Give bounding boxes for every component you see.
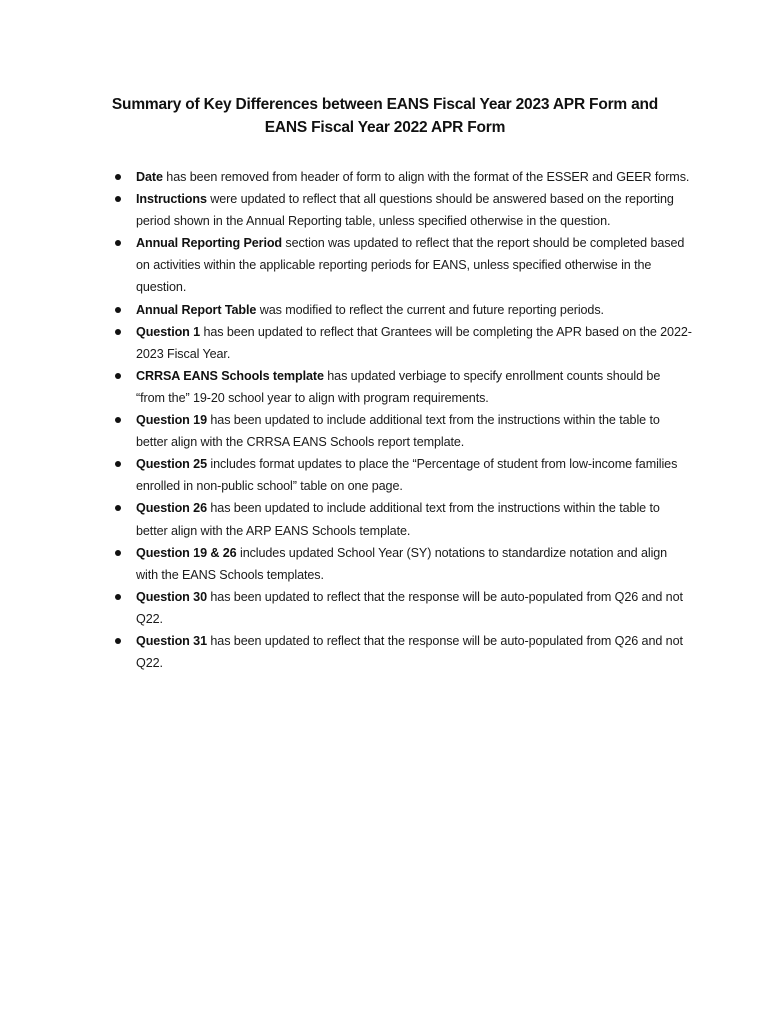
list-item bbox=[112, 453, 692, 497]
item-text: includes format updates to place the “Percentage of student from low-income families enrolled in non-public school” table on one page. bbox=[136, 457, 678, 494]
item-lead: Question 30 bbox=[136, 589, 207, 604]
item-text: has been updated to include additional text from the instructions within the table to better align with the ARP EANS Schools template. bbox=[136, 501, 660, 538]
title-line-1: Summary of Key Differences between EANS Fiscal Year 2023 APR Form and bbox=[111, 96, 659, 113]
list-item bbox=[112, 542, 692, 586]
item-lead: Instructions bbox=[136, 192, 207, 207]
item-text: was modified to reflect the current and future reporting periods. bbox=[256, 302, 604, 317]
bullet-icon bbox=[115, 505, 121, 511]
item-lead: Annual Reporting Period bbox=[136, 236, 283, 251]
list-item bbox=[112, 630, 692, 674]
list-item bbox=[112, 232, 692, 298]
list-item bbox=[112, 409, 692, 453]
item-text: has been updated to reflect that Grantees will be completing the APR based on the 2022-2023 Fiscal Year. bbox=[136, 324, 692, 361]
item-text: has been updated to include additional text from the instructions within the table to better align with the CRRSA EANS Schools report template. bbox=[136, 413, 660, 450]
list-item bbox=[112, 188, 692, 232]
item-lead: CRRSA EANS Schools template bbox=[136, 368, 324, 383]
item-lead: Question 1 bbox=[136, 324, 201, 339]
list-item bbox=[112, 586, 692, 630]
bullet-icon bbox=[115, 417, 121, 423]
differences-list bbox=[112, 166, 692, 674]
item-lead: Question 19 & 26 bbox=[136, 545, 237, 560]
item-lead: Question 26 bbox=[136, 501, 207, 516]
bullet-icon bbox=[115, 196, 121, 202]
list-item bbox=[112, 365, 692, 409]
item-text: has been updated to reflect that the response will be auto-populated from Q26 and not Q22. bbox=[136, 633, 683, 671]
bullet-icon bbox=[115, 638, 121, 644]
bullet-icon bbox=[115, 174, 121, 180]
item-text: section was updated to reflect that the report should be completed based on activities within the applicable reporting periods for EANS, unless specified otherwise in the question. bbox=[136, 236, 685, 295]
bullet-icon bbox=[115, 307, 121, 313]
bullet-icon bbox=[115, 240, 121, 246]
item-text: includes updated School Year (SY) notations to standardize notation and align with the EANS Schools templates. bbox=[136, 545, 668, 582]
list-item bbox=[112, 497, 692, 541]
item-lead: Annual Report Table bbox=[136, 302, 257, 317]
item-lead: Date bbox=[136, 170, 163, 184]
item-lead: Question 25 bbox=[136, 457, 207, 472]
title-line-2: EANS Fiscal Year 2022 APR Form bbox=[264, 119, 506, 136]
bullet-icon bbox=[115, 329, 121, 335]
item-lead: Question 31 bbox=[136, 633, 207, 648]
list-item bbox=[112, 321, 692, 365]
item-text: has been removed from header of form to align with the format of the ESSER and GEER forms. bbox=[162, 170, 690, 184]
bullet-icon bbox=[115, 550, 121, 556]
list-item bbox=[112, 166, 692, 188]
page-title bbox=[80, 93, 690, 139]
item-text: has updated verbiage to specify enrollment counts should be “from the” 19-20 school year to align with program requirements. bbox=[136, 368, 661, 405]
bullet-icon bbox=[115, 594, 121, 600]
bullet-icon bbox=[115, 373, 121, 379]
list-item bbox=[112, 299, 692, 321]
bullet-icon bbox=[115, 461, 121, 467]
item-text: were updated to reflect that all questions should be answered based on the reporting period shown in the Annual Reporting table, unless specified otherwise in the question. bbox=[136, 192, 674, 229]
item-lead: Question 19 bbox=[136, 413, 207, 428]
item-text: has been updated to reflect that the response will be auto-populated from Q26 and not Q22. bbox=[136, 589, 683, 626]
